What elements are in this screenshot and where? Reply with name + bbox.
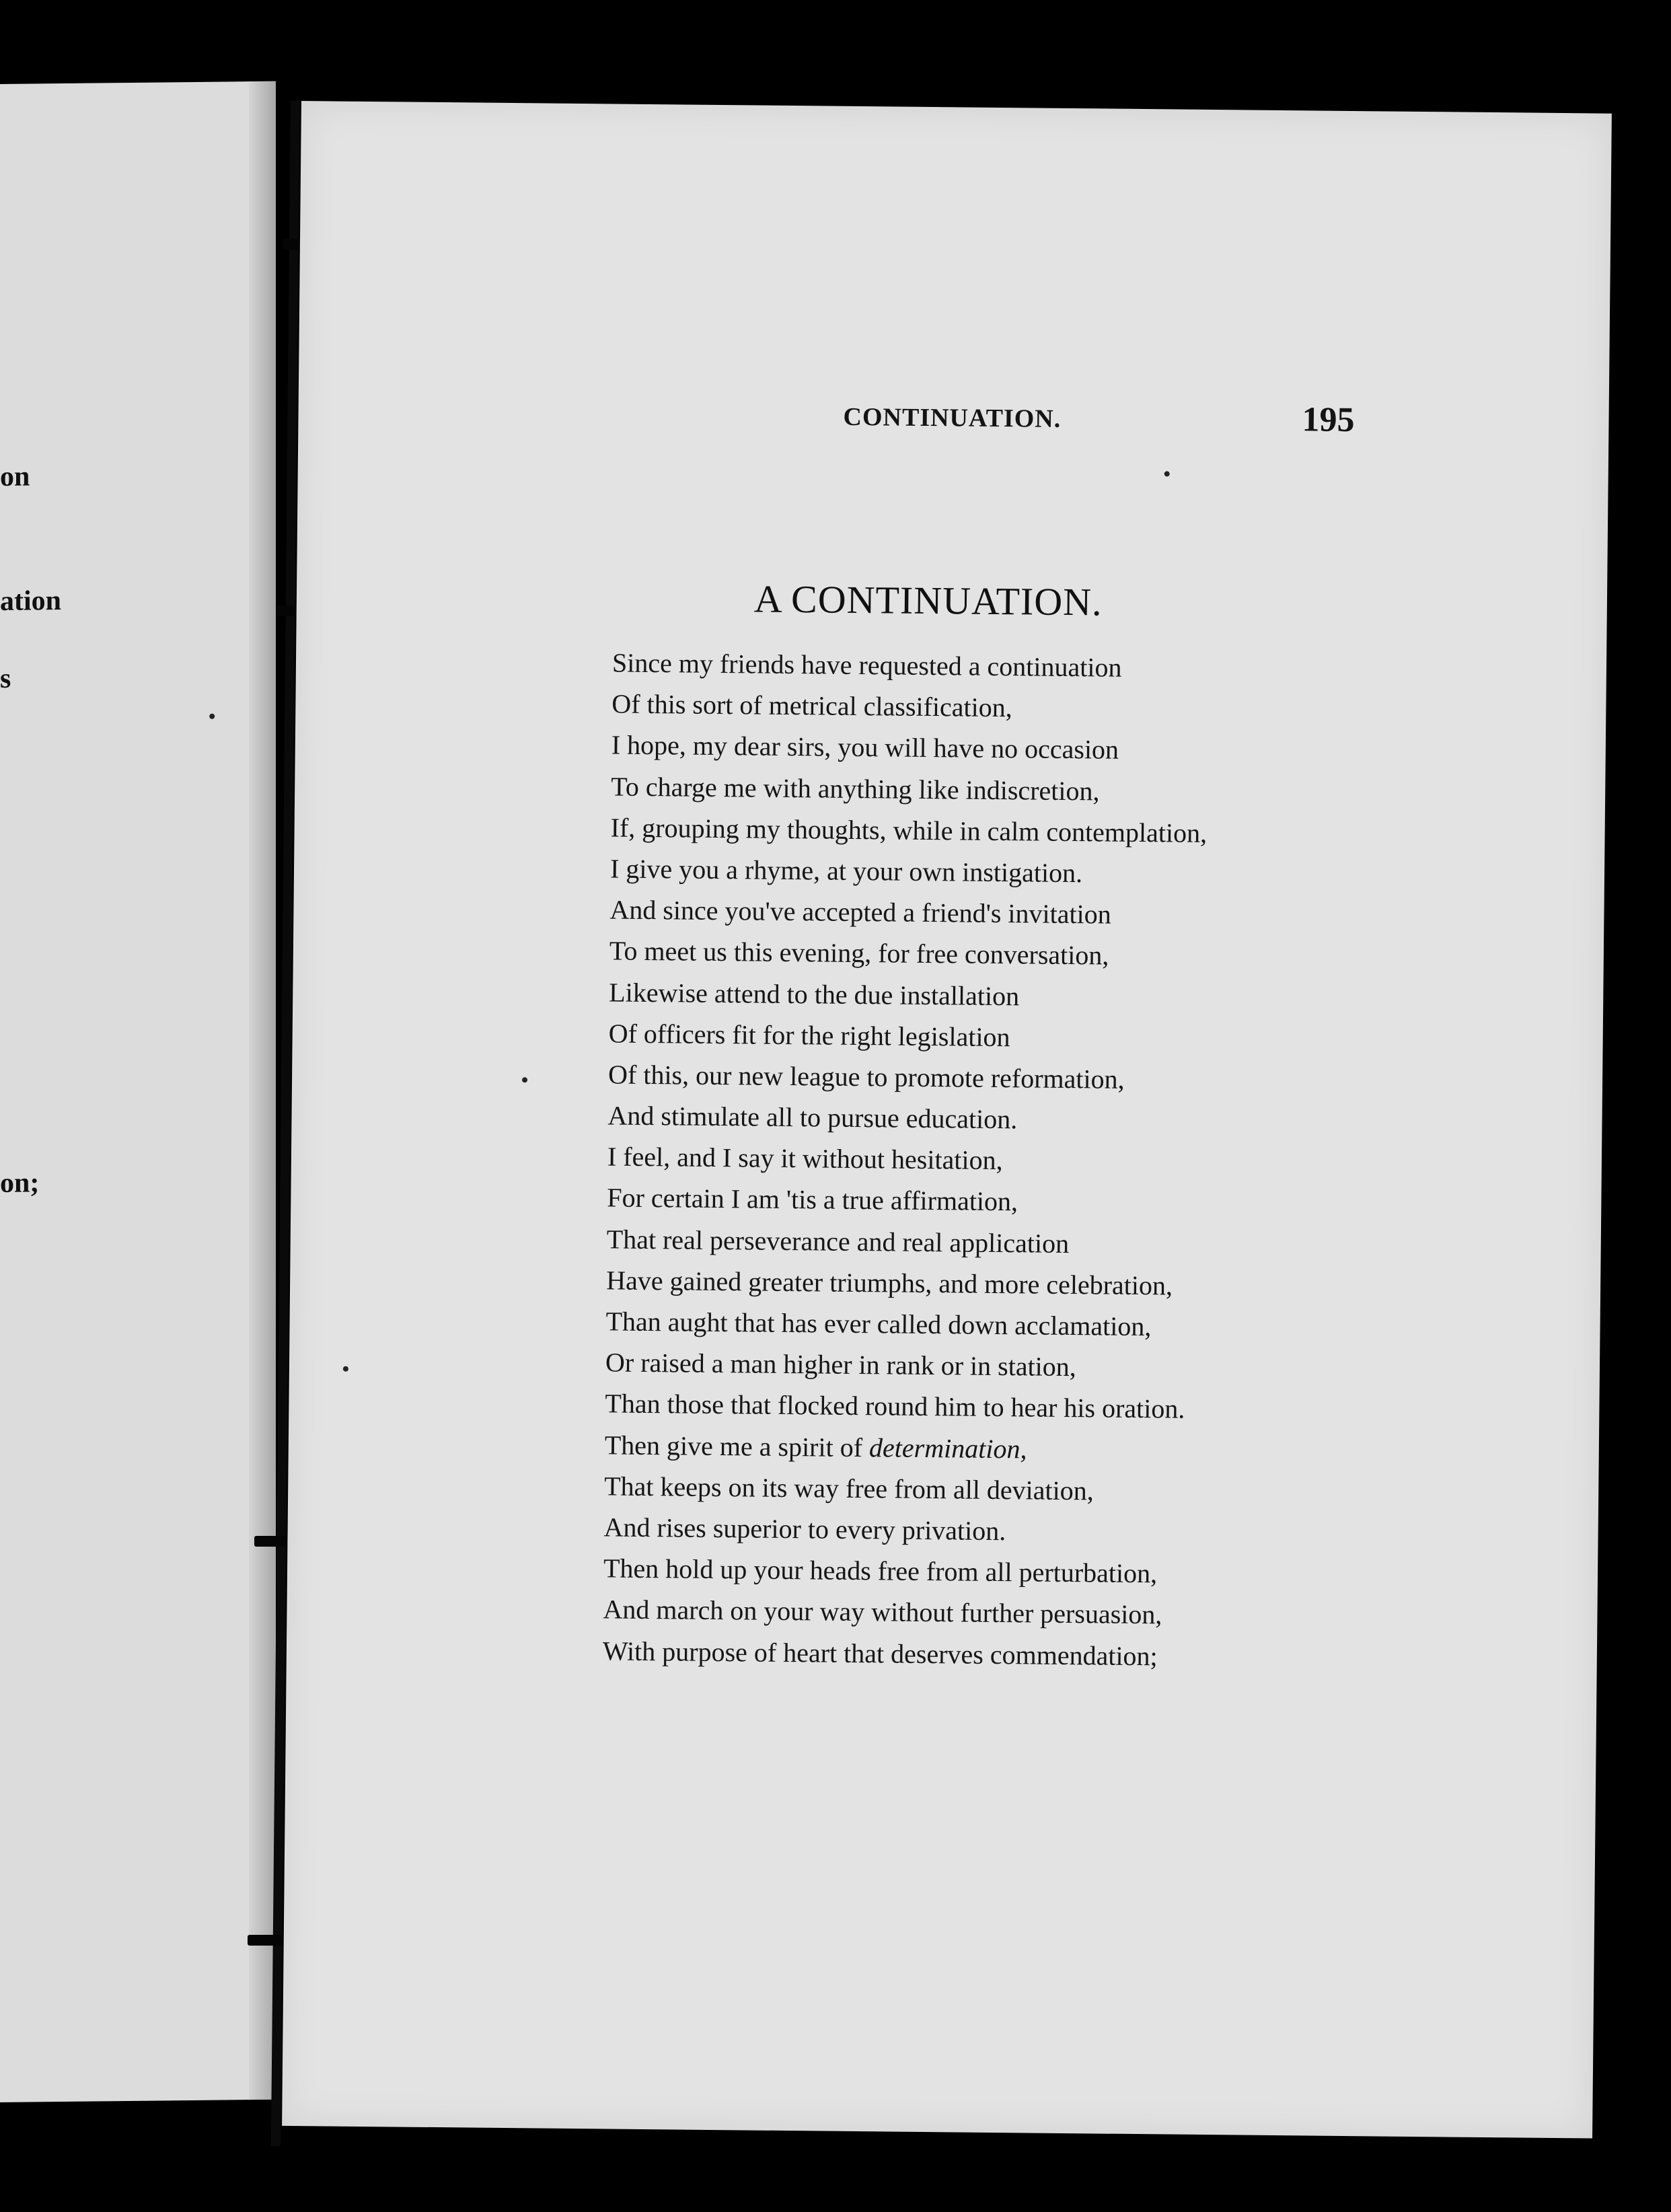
left-text-fragment: on bbox=[0, 461, 30, 492]
poem-line: Or raised a man higher in rank or in station, bbox=[605, 1347, 1077, 1382]
poem-line: And stimulate all to pursue education. bbox=[607, 1100, 1018, 1135]
poem-line: For certain I am 'tis a true affirmation, bbox=[607, 1182, 1018, 1217]
poem-line: Likewise attend to the due installation bbox=[609, 976, 1020, 1011]
page-edge-shadow bbox=[249, 81, 276, 2100]
poem-line: I give you a rhyme, at your own instigation. bbox=[609, 853, 1083, 889]
poem-line: That real perseverance and real application bbox=[606, 1224, 1070, 1259]
poem-line: Have gained greater triumphs, and more celebration, bbox=[605, 1265, 1173, 1301]
poem-line: Than those that flocked round him to hear his oration. bbox=[605, 1388, 1185, 1425]
poem-line: If, grouping my thoughts, while in calm contemplation, bbox=[610, 812, 1208, 848]
poem-line: With purpose of heart that deserves commendation; bbox=[602, 1635, 1158, 1671]
poem-line: To meet us this evening, for free conversation, bbox=[609, 935, 1109, 971]
poem-line: Of officers fit for the right legislation bbox=[608, 1018, 1010, 1052]
left-text-fragment: on; bbox=[0, 1167, 40, 1199]
poem-line: I hope, my dear sirs, you will have no occasion bbox=[611, 729, 1119, 766]
poem-line: I feel, and I say it without hesitation, bbox=[607, 1141, 1003, 1176]
left-text-fragment: s bbox=[0, 663, 11, 694]
poem-line: To charge me with anything like indiscretion, bbox=[611, 771, 1100, 806]
poem-line: That keeps on its way free from all deviation, bbox=[604, 1471, 1094, 1506]
previous-page-fragment bbox=[0, 81, 276, 2102]
poem-line: Than aught that has ever called down acclamation, bbox=[605, 1306, 1152, 1342]
binding-stitch bbox=[254, 1536, 289, 1547]
paper-speck bbox=[209, 714, 215, 719]
poem-title: A CONTINUATION. bbox=[753, 577, 1103, 624]
poem-line: And rises superior to every privation. bbox=[603, 1512, 1006, 1547]
poem-line: Of this sort of metrical classification, bbox=[611, 688, 1012, 723]
poem-body bbox=[603, 642, 1460, 1679]
paper-speck bbox=[1164, 471, 1170, 476]
poem-line-text: Then give me a spirit of bbox=[604, 1429, 870, 1463]
running-head: CONTINUATION. bbox=[843, 402, 1062, 433]
binding-stitch bbox=[248, 1935, 283, 1946]
poem-line: Then hold up your heads free from all perturbation, bbox=[603, 1553, 1158, 1589]
left-text-fragment: ation bbox=[0, 585, 62, 617]
paper-speck bbox=[522, 1077, 527, 1082]
italic-word: determination, bbox=[868, 1432, 1027, 1465]
paper-speck bbox=[343, 1366, 348, 1372]
poem-line: Of this, our new league to promote reformation, bbox=[607, 1059, 1125, 1095]
page-number: 195 bbox=[1302, 400, 1355, 440]
poem-line: Since my friends have requested a continuation bbox=[611, 647, 1122, 683]
poem-line: And since you've accepted a friend's invitation bbox=[609, 894, 1111, 930]
poem-line: And march on your way without further persuasion, bbox=[603, 1594, 1162, 1630]
book-page bbox=[282, 101, 1612, 2139]
